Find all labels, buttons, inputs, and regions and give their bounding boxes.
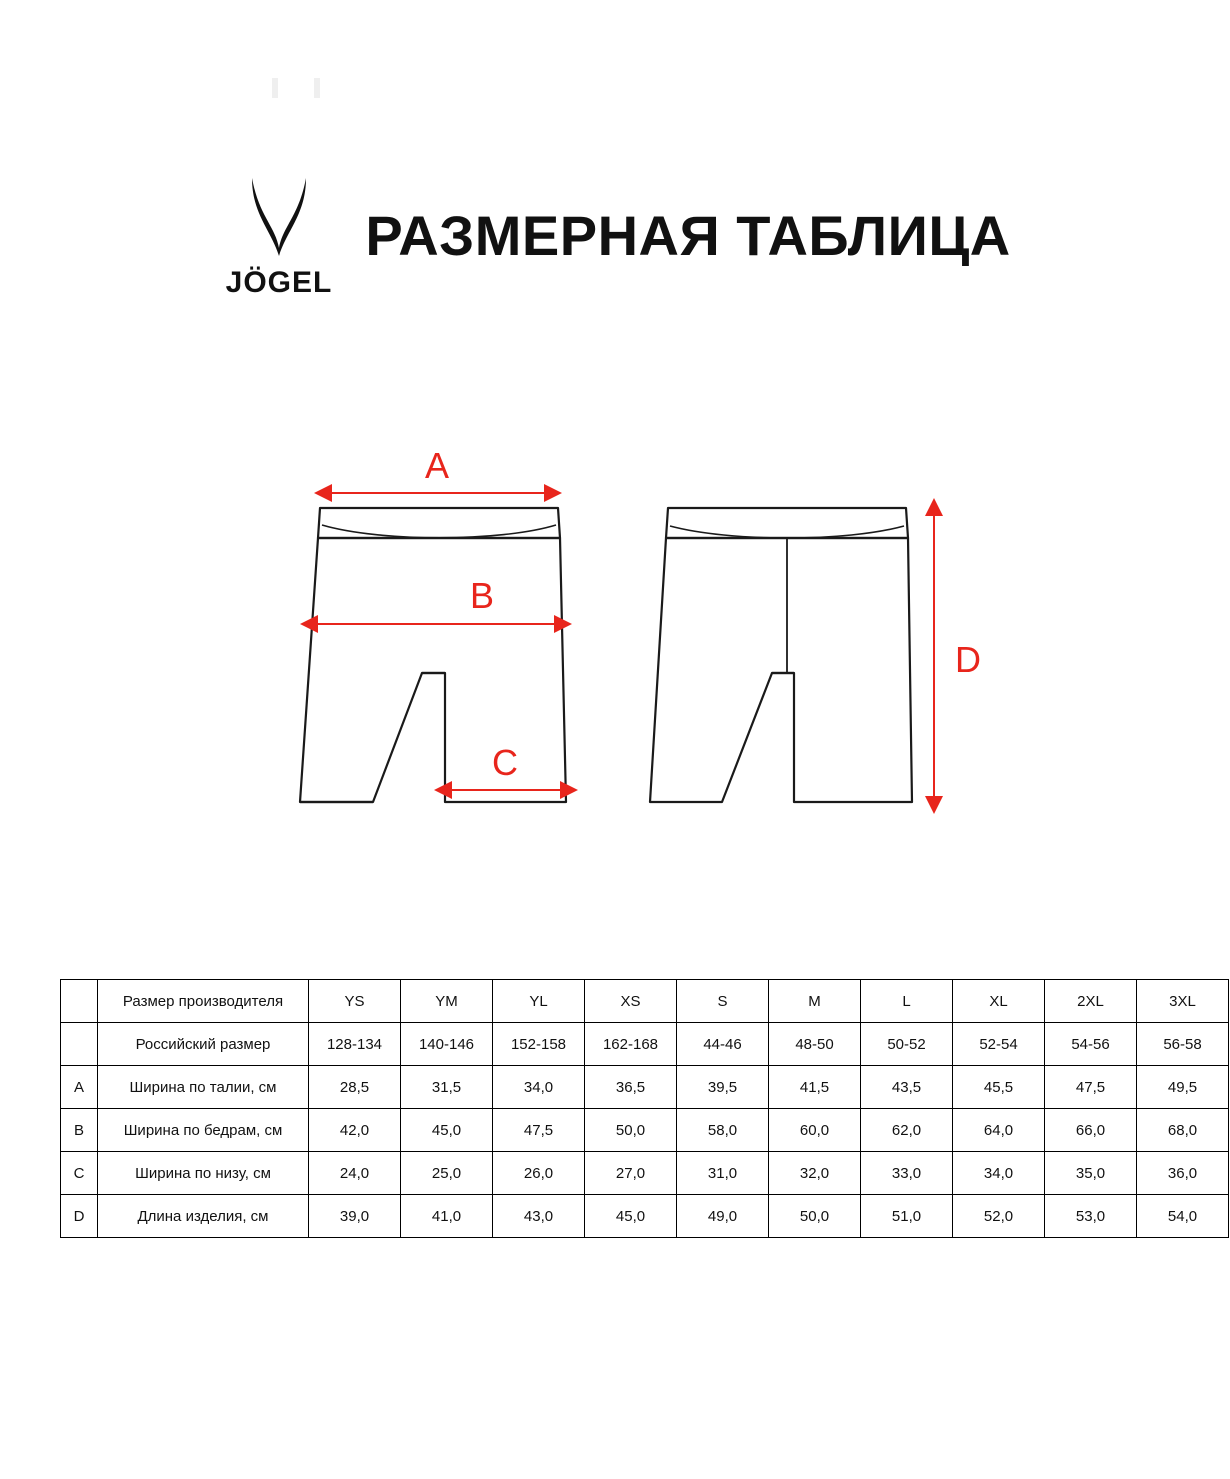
table-cell: 47,5 — [1045, 1066, 1137, 1109]
table-cell: 49,5 — [1137, 1066, 1229, 1109]
row-label: Российский размер — [98, 1023, 309, 1066]
size-table — [60, 979, 1229, 1238]
front-body — [300, 538, 566, 802]
shorts-measurement-illustration — [0, 430, 1230, 860]
table-cell: 39,5 — [677, 1066, 769, 1109]
table-row — [61, 1023, 1229, 1066]
measure-label-d: D — [955, 639, 981, 680]
size-table-wrapper — [60, 979, 1202, 1238]
row-letter: A — [61, 1066, 98, 1109]
row-letter — [61, 980, 98, 1023]
measure-label-b: B — [469, 575, 495, 616]
table-cell: 52,0 — [953, 1195, 1045, 1238]
table-cell: YS — [309, 980, 401, 1023]
table-cell: 25,0 — [401, 1152, 493, 1195]
table-cell: 34,0 — [493, 1066, 585, 1109]
table-cell: 48-50 — [769, 1023, 861, 1066]
row-letter — [61, 1023, 98, 1066]
table-cell: 45,0 — [401, 1109, 493, 1152]
table-cell: 45,0 — [585, 1195, 677, 1238]
table-cell: 49,0 — [677, 1195, 769, 1238]
table-cell: 128-134 — [309, 1023, 401, 1066]
table-cell: 45,5 — [953, 1066, 1045, 1109]
row-letter: C — [61, 1152, 98, 1195]
table-cell: 41,0 — [401, 1195, 493, 1238]
table-cell: XL — [953, 980, 1045, 1023]
measure-label-a: A — [424, 445, 450, 486]
table-cell: XS — [585, 980, 677, 1023]
table-row — [61, 1066, 1229, 1109]
table-cell: 35,0 — [1045, 1152, 1137, 1195]
table-cell: 162-168 — [585, 1023, 677, 1066]
page-title: РАЗМЕРНАЯ ТАБЛИЦА — [365, 203, 1011, 267]
table-cell: 41,5 — [769, 1066, 861, 1109]
table-cell: 39,0 — [309, 1195, 401, 1238]
table-cell: 64,0 — [953, 1109, 1045, 1152]
table-cell: L — [861, 980, 953, 1023]
table-cell: 54,0 — [1137, 1195, 1229, 1238]
table-cell: 43,0 — [493, 1195, 585, 1238]
row-label: Длина изделия, см — [98, 1195, 309, 1238]
table-cell: 66,0 — [1045, 1109, 1137, 1152]
table-cell: 58,0 — [677, 1109, 769, 1152]
table-cell: 50,0 — [585, 1109, 677, 1152]
table-cell: 24,0 — [309, 1152, 401, 1195]
table-cell: YM — [401, 980, 493, 1023]
table-cell: 62,0 — [861, 1109, 953, 1152]
row-letter: B — [61, 1109, 98, 1152]
table-cell: 50-52 — [861, 1023, 953, 1066]
table-cell: 33,0 — [861, 1152, 953, 1195]
table-row — [61, 1109, 1229, 1152]
table-cell: 36,0 — [1137, 1152, 1229, 1195]
table-cell: 53,0 — [1045, 1195, 1137, 1238]
table-cell: 28,5 — [309, 1066, 401, 1109]
table-cell: 50,0 — [769, 1195, 861, 1238]
table-cell: S — [677, 980, 769, 1023]
table-cell: 51,0 — [861, 1195, 953, 1238]
table-cell: 32,0 — [769, 1152, 861, 1195]
table-cell: 54-56 — [1045, 1023, 1137, 1066]
table-cell: YL — [493, 980, 585, 1023]
table-row — [61, 1195, 1229, 1238]
table-cell: 47,5 — [493, 1109, 585, 1152]
row-label: Ширина по талии, см — [98, 1066, 309, 1109]
table-cell: M — [769, 980, 861, 1023]
table-cell: 36,5 — [585, 1066, 677, 1109]
table-cell: 31,0 — [677, 1152, 769, 1195]
table-cell: 152-158 — [493, 1023, 585, 1066]
table-cell: 140-146 — [401, 1023, 493, 1066]
table-cell: 34,0 — [953, 1152, 1045, 1195]
table-cell: 31,5 — [401, 1066, 493, 1109]
decorative-top-marks — [272, 78, 342, 102]
table-cell: 60,0 — [769, 1109, 861, 1152]
table-cell: 42,0 — [309, 1109, 401, 1152]
jogel-logo — [219, 170, 339, 300]
table-cell: 56-58 — [1137, 1023, 1229, 1066]
page-header — [0, 170, 1230, 300]
table-cell: 68,0 — [1137, 1109, 1229, 1152]
table-row — [61, 980, 1229, 1023]
front-waistband — [318, 508, 560, 538]
row-label: Размер производителя — [98, 980, 309, 1023]
table-cell: 2XL — [1045, 980, 1137, 1023]
table-row — [61, 1152, 1229, 1195]
table-cell: 52-54 — [953, 1023, 1045, 1066]
back-body — [650, 538, 912, 802]
svg-text:JÖGEL: JÖGEL — [225, 266, 333, 299]
row-label: Ширина по низу, см — [98, 1152, 309, 1195]
measure-label-c: C — [492, 742, 518, 783]
table-cell: 26,0 — [493, 1152, 585, 1195]
back-waistband — [666, 508, 908, 538]
row-letter: D — [61, 1195, 98, 1238]
row-label: Ширина по бедрам, см — [98, 1109, 309, 1152]
table-cell: 44-46 — [677, 1023, 769, 1066]
table-cell: 43,5 — [861, 1066, 953, 1109]
table-cell: 27,0 — [585, 1152, 677, 1195]
table-cell: 3XL — [1137, 980, 1229, 1023]
